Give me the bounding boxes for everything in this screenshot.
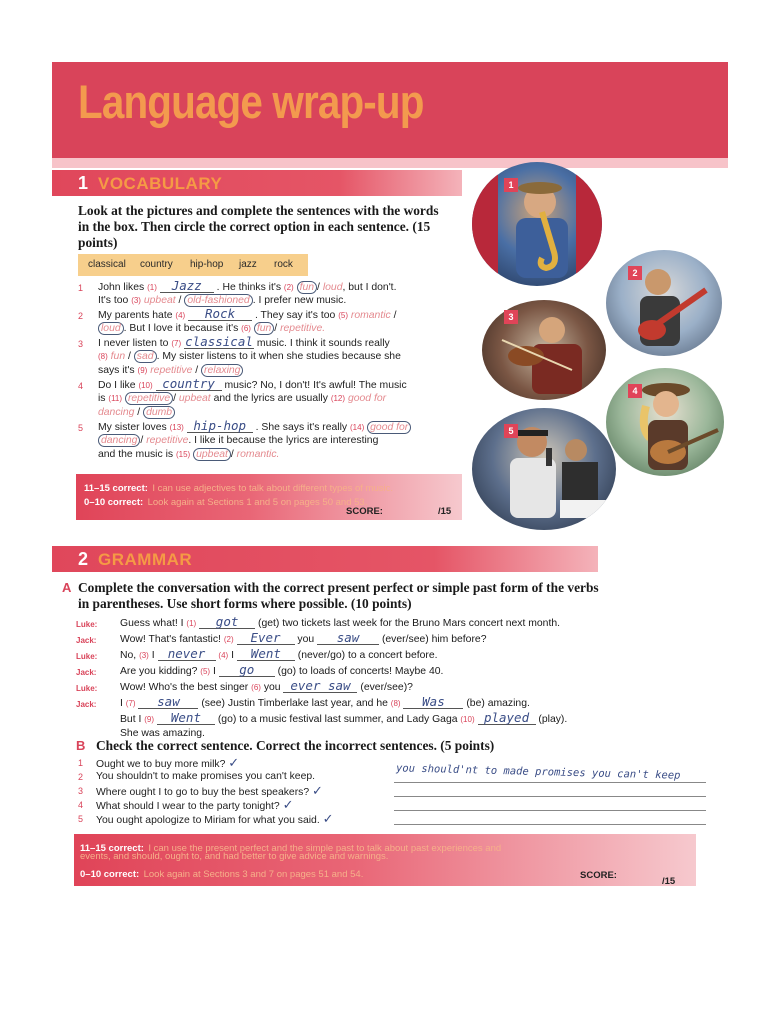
circled-option[interactable]: fun [297,281,317,294]
blank-number: (7) [171,339,182,348]
item-number: 5 [78,423,84,433]
sentence-line: says it's (9) repetitive / relaxing [98,364,243,378]
handwritten-answer[interactable]: saw [317,632,379,645]
part-b-instructions: Check the correct sentence. Correct the incorrect sentences. (5 points) [96,738,495,753]
photo-hip-hop-performer [472,408,616,530]
handwritten-answer[interactable]: Was [403,696,463,709]
blank-number: (5) [200,667,211,676]
handwritten-answer[interactable]: hip-hop [187,420,253,433]
dialogue-text: (ever/see) him before? [381,634,487,645]
handwritten-answer[interactable]: Jazz [160,280,214,293]
header-band [52,158,728,168]
sentence-text: My parents hate [98,310,173,321]
option[interactable]: romantic. [236,449,280,460]
sentence-text: I never listen to [98,338,169,349]
microphone-icon [472,408,616,530]
checkmark-icon[interactable]: ✓ [312,783,323,798]
circled-option[interactable]: old-fashioned [184,294,252,307]
score-label: 11–15 correct: [80,843,144,854]
checkmark-icon[interactable]: ✓ [228,755,240,770]
handwritten-answer[interactable]: got [199,616,255,629]
part-a-instructions: Complete the conversation with the correct present perfect or simple past form of the verbs in parentheses. Use short forms where possible. (10 points) [78,580,599,611]
circled-option[interactable]: repetitive [125,392,173,405]
blank-number: (10) [460,715,475,724]
blank-number: (9) [137,366,148,375]
option[interactable]: repetitive. [280,323,326,334]
speaker-label: Jack: [76,668,97,677]
vocabulary-section-title: VOCABULARY [98,174,223,193]
word-box-item: classical [88,259,126,270]
photo-number-badge: 1 [504,178,518,192]
dialogue-text: I [120,698,123,709]
dialogue-line: She was amazing. [120,728,205,739]
option[interactable]: romantic [350,310,391,321]
workbook-page [52,62,728,888]
dialogue-text: Wow! Who's the best singer [120,682,249,693]
dialogue-line [120,696,530,709]
sentence-text: . She says it's really [255,422,348,433]
dialogue-text: (play). [538,714,568,725]
blank-number: (6) [251,683,261,692]
handwritten-answer[interactable]: played [478,712,536,725]
dialogue-text: But I [120,714,142,725]
photo-number-badge: 3 [504,310,518,324]
sentence-text: . They say it's too [254,310,336,321]
sentence-line [98,420,411,435]
option[interactable]: loud [322,282,343,293]
grammar-section-number: 2 [78,549,89,569]
blank-number: (15) [175,450,191,459]
circled-option[interactable]: relaxing [201,364,243,377]
photo-country-singer [606,368,724,476]
option[interactable]: upbeat [178,393,211,404]
dialogue-text: I [212,666,216,677]
blank-number: (10) [138,381,153,390]
score-text: I can use the present perfect and the simple past to talk about past experiences and [148,843,502,854]
circled-option[interactable]: upbeat [193,448,231,461]
score-text: I can use adjectives to talk about different types of music. [152,483,393,494]
grammar-section-title: GRAMMAR [98,550,193,569]
sentence-text: You shouldn't to make promises you can't keep. [96,771,316,782]
dialogue-line [120,680,413,693]
dialogue-line [120,664,443,677]
photo-guitarist [606,250,722,356]
part-b-letter: B [76,738,86,753]
page-title: Language wrap-up [78,75,424,128]
sentence-line [96,812,334,828]
blank-number: (8) [98,352,108,361]
handwritten-answer[interactable]: classical [185,334,253,349]
blank-number: (8) [390,699,401,708]
speaker-label: Luke: [76,620,98,629]
violin-icon [482,300,606,400]
dialogue-text: Wow! That's fantastic! [120,634,221,645]
answer-line[interactable] [394,810,706,811]
part-b-exercise [78,756,728,826]
blank-number: (4) [175,311,186,320]
blank-number: (13) [169,423,184,432]
word-box-item: hip-hop [190,259,224,270]
item-number: 1 [78,283,84,293]
item-number: 4 [78,800,84,810]
sentence-line: loud . But I love it because it's (6) fun / repetitive. [98,322,325,336]
score-label: 0–10 correct: [84,497,144,508]
blank-number: (14) [350,423,365,432]
dialogue-line [120,712,567,725]
blank-number: (7) [125,699,136,708]
saxophone-icon [472,162,602,286]
score-out-of: /15 [438,506,452,517]
handwritten-correction[interactable]: you should'nt to made promises you can't keep [395,762,681,782]
speaker-label: Luke: [76,684,98,693]
item-number: 3 [78,786,84,796]
item-number: 2 [78,311,84,321]
score-title: SCORE: [580,870,617,881]
score-criteria [80,864,363,882]
option[interactable]: repetitive [146,435,189,446]
handwritten-answer[interactable]: Went [157,712,215,725]
dialogue-text: (see) Justin Timberlake last year, and he [201,698,388,709]
dialogue-line [120,648,438,661]
handwritten-answer[interactable]: Went [237,648,295,661]
sentence-text: . He thinks it's [216,282,282,293]
circled-option[interactable]: good for [367,421,411,434]
checkmark-icon[interactable]: ✓ [322,811,334,826]
dialogue-text: I [151,650,155,661]
score-criteria [84,492,367,510]
blank-number: (11) [108,394,123,403]
sentence-text: You ought apologize to Miriam for what you said. [96,815,320,826]
circled-option[interactable]: dancing [98,434,140,447]
photo-saxophone-player [472,162,602,286]
sentence-text: Do I like [98,380,136,391]
dialogue-text: (ever/see)? [360,682,413,693]
photo-number-badge: 2 [628,266,642,280]
sentence-text: is [98,393,106,404]
sentence-text: My sister loves [98,422,167,433]
sentence-line: It's too (3) upbeat / old-fashioned . I prefer new music. [98,295,347,306]
word-box [78,254,308,276]
option[interactable]: fun [110,351,126,362]
option[interactable]: good for [347,393,387,404]
vocabulary-instructions: Look at the pictures and complete the sentences with the words in the box. Then circle the correct option in each sentence. (15 points) [78,203,439,250]
blank-number: (2) [283,283,294,292]
circled-option[interactable]: dumb [143,406,175,419]
blank-number: (1) [147,283,157,292]
handwritten-answer[interactable]: never [158,648,216,661]
score-out-of: /15 [662,876,676,887]
sentence-text: . I prefer new music. [252,295,347,306]
handwritten-answer[interactable]: Rock [188,308,252,321]
checkmark-icon[interactable]: ✓ [282,797,294,812]
sentence-line: (8) fun / sad . My sister listens to it when she studies because she [98,351,401,362]
dialogue-text: Guess what! I [120,618,184,629]
word-box-item: jazz [239,259,257,270]
acoustic-guitar-icon [606,368,724,476]
blank-number: (3) [131,296,141,305]
dialogue-text: (be) amazing. [466,698,530,709]
photo-violinist [482,300,606,400]
sentence-line: is (11) repetitive / upbeat and the lyrics are usually (12) good for [98,393,387,404]
item-number: 3 [78,339,84,349]
photo-number-badge: 5 [504,424,518,438]
sentence-line [96,770,315,784]
handwritten-answer[interactable]: country [156,378,222,391]
dialogue-text: (go) to a music festival last summer, and Lady Gaga [217,714,458,725]
score-text: events, and should, ought to, and had better to give advice and warnings. [80,851,389,862]
score-label: 0–10 correct: [80,869,140,880]
score-text: Look again at Sections 3 and 7 on pages 51 and 54. [143,869,364,880]
blank-number: (6) [241,324,251,333]
answer-line[interactable] [394,796,706,797]
dialogue-text: (go) to loads of concerts! Maybe 40. [277,666,444,677]
dialogue-text: (get) two tickets last week for the Bruno Mars concert next month. [257,618,561,629]
handwritten-answer[interactable]: Ever [237,632,295,645]
vocabulary-score-box [76,474,462,520]
sentence-line [98,336,390,351]
item-number: 5 [78,814,84,824]
score-text: Look again at Sections 1 and 5 on pages 50 and 53. [147,497,368,508]
dialogue-line [120,632,486,645]
blank-number: (2) [223,635,234,644]
sentence-line: dancing / repetitive. I like it because the lyrics are interesting [98,434,378,448]
sentence-text: music. I think it sounds really [256,338,390,349]
dialogue-text: Are you kidding? [120,666,198,677]
photo-number-badge: 4 [628,384,642,398]
score-label: 11–15 correct: [84,483,148,494]
word-box-item: country [140,259,173,270]
answer-line[interactable] [394,824,706,825]
sentence-line: dancing / dumb [98,406,175,420]
item-number: 4 [78,381,84,391]
sentence-line: and the music is (15) upbeat / romantic. [98,449,280,460]
answer-line[interactable] [394,782,706,783]
sentence-text: What should I wear to the party tonight? [96,801,280,812]
blank-number: (3) [139,651,149,660]
blank-number: (4) [218,651,229,660]
dialogue-text: No, [120,650,137,661]
sentence-text: music? No, I don't! It's awful! The music [224,380,407,391]
score-title: SCORE: [346,506,383,517]
item-number: 2 [78,772,84,782]
dialogue-text: (never/go) to a concert before. [297,650,438,661]
item-number: 1 [78,758,84,768]
guitar-icon [606,250,722,356]
blank-number: (1) [186,619,197,628]
part-a-letter: A [62,580,72,595]
sentence-text: . But I love it because it's [123,323,239,334]
sentence-text: Ought we to buy more milk? [96,759,226,770]
blank-number: (5) [338,311,348,320]
sentence-line: My parents hate (4) Rock . They say it's too (5) romantic / [98,306,397,321]
option[interactable]: repetitive [150,365,193,376]
sentence-text: says it's [98,365,135,376]
sentence-line: John likes (1) Jazz . He thinks it's (2) fun / loud, but I don't. [98,278,397,293]
vocabulary-exercise [78,280,462,468]
handwritten-answer[interactable]: go [219,664,275,677]
grammar-score-box [74,834,696,886]
sentence-text: , but I don't. [342,282,397,293]
sentence-text: Where ought I to go to buy the best speakers? [96,787,310,798]
speaker-label: Jack: [76,700,97,709]
sentence-text: and the music is [98,449,174,460]
circled-option[interactable]: sad [134,350,157,363]
blank-number: (12) [330,394,346,403]
option[interactable]: dancing [98,407,135,418]
dialogue-text: I [231,650,234,661]
sentence-text: It's too [98,295,129,306]
circled-option[interactable]: loud [98,322,124,335]
vocabulary-section-number: 1 [78,173,89,193]
handwritten-answer[interactable]: saw [138,696,198,709]
sentence-text: . My sister listens to it when she studies because she [156,351,401,362]
dialogue-text: you [263,682,281,693]
circled-option[interactable]: fun [254,322,274,335]
dialogue-text: you [297,634,315,645]
dialogue-line [120,616,560,629]
word-box-item: rock [274,259,293,270]
sentence-text: John likes [98,282,145,293]
sentence-text: and the lyrics are usually [213,393,328,404]
speaker-label: Jack: [76,636,97,645]
speaker-label: Luke: [76,652,98,661]
handwritten-answer[interactable]: ever saw [283,680,357,693]
blank-number: (9) [144,715,155,724]
sentence-line [98,378,407,393]
option[interactable]: upbeat [143,295,176,306]
sentence-text: . I like it because the lyrics are interesting [188,435,379,446]
